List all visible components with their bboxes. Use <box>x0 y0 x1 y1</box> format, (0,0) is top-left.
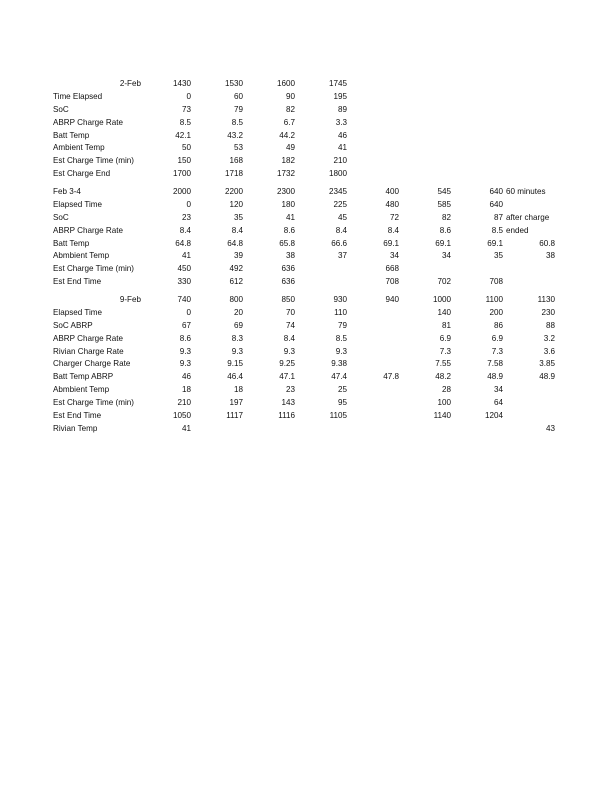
cell-value: 49 <box>285 143 295 153</box>
cell-value: 90 <box>285 91 295 101</box>
section-date-label: 2-Feb <box>119 79 141 88</box>
table-row <box>0 397 612 410</box>
header-value: 640 <box>489 187 503 196</box>
cell-value: 8.5 <box>491 225 503 235</box>
row-label: Batt Temp <box>53 130 90 140</box>
cell-value: 100 <box>437 398 451 408</box>
cell-value: 1204 <box>484 411 503 421</box>
row-label: ABRP Charge Rate <box>53 225 124 235</box>
row-label: Est End Time <box>53 277 102 287</box>
header-value: 1100 <box>485 295 503 304</box>
cell-value: 9.3 <box>283 346 295 356</box>
row-label: Abmbient Temp <box>53 385 110 395</box>
cell-value: 60.8 <box>539 238 555 248</box>
cell-value: 8.6 <box>179 333 191 343</box>
cell-value: 210 <box>333 156 347 166</box>
header-value: 2345 <box>328 187 347 196</box>
header-value: 850 <box>281 295 295 304</box>
table-row <box>0 199 612 212</box>
cell-value: 48.9 <box>487 372 503 382</box>
row-label: Est Charge Time (min) <box>53 264 134 274</box>
cell-value: 48.9 <box>539 372 555 382</box>
row-label: Batt Temp ABRP <box>53 372 114 382</box>
cell-value: 182 <box>281 156 295 166</box>
row-label: Rivian Charge Rate <box>53 346 124 356</box>
header-value: 1430 <box>172 79 191 88</box>
table-row <box>0 423 612 436</box>
cell-value: 230 <box>541 307 555 317</box>
row-label: SoC <box>53 104 69 114</box>
cell-value: 74 <box>285 320 295 330</box>
cell-value: 64 <box>493 398 503 408</box>
cell-value: 53 <box>233 143 243 153</box>
cell-value: 585 <box>437 199 451 209</box>
cell-value: 73 <box>181 104 191 114</box>
cell-value: 210 <box>177 398 191 408</box>
cell-value: 67 <box>181 320 191 330</box>
cell-value: 88 <box>545 320 555 330</box>
cell-value: 20 <box>233 307 243 317</box>
cell-value: 9.25 <box>279 359 295 369</box>
cell-value: 47.1 <box>279 372 295 382</box>
cell-value: 45 <box>337 212 347 222</box>
cell-note: 60 minutes <box>506 187 546 196</box>
row-label: Est Charge End <box>53 169 111 179</box>
table-row <box>0 104 612 117</box>
cell-value: 200 <box>489 307 503 317</box>
table-row <box>0 320 612 333</box>
cell-value: 82 <box>441 212 451 222</box>
cell-value: 47.8 <box>383 372 399 382</box>
header-value: 1530 <box>224 79 243 88</box>
cell-value: 7.58 <box>487 359 503 369</box>
cell-value: 110 <box>334 307 347 317</box>
cell-value: 34 <box>389 251 399 261</box>
cell-value: 42.1 <box>175 130 191 140</box>
row-label: Est Charge Time (min) <box>53 156 134 166</box>
header-value: 1000 <box>432 295 451 304</box>
cell-value: 8.6 <box>439 225 451 235</box>
cell-value: 64.8 <box>227 238 243 248</box>
cell-value: 25 <box>337 385 347 395</box>
cell-value: 44.2 <box>279 130 295 140</box>
cell-note: ended <box>506 225 529 235</box>
cell-value: 69.1 <box>487 238 503 248</box>
cell-value: 89 <box>337 104 347 114</box>
cell-value: 1732 <box>276 169 295 179</box>
table-row <box>0 91 612 104</box>
cell-note: after charge <box>506 212 550 222</box>
cell-value: 1105 <box>329 411 347 421</box>
cell-value: 8.5 <box>231 117 243 127</box>
cell-value: 636 <box>281 264 295 274</box>
cell-value: 95 <box>337 398 347 408</box>
cell-value: 8.4 <box>231 225 243 235</box>
cell-value: 8.3 <box>231 333 243 343</box>
row-label: Elapsed Time <box>53 199 103 209</box>
table-row <box>0 212 612 225</box>
cell-value: 6.9 <box>439 333 451 343</box>
table-row <box>0 130 612 143</box>
cell-value: 8.5 <box>179 117 191 127</box>
cell-value: 3.3 <box>335 117 347 127</box>
table-row <box>0 225 612 238</box>
cell-value: 6.7 <box>283 117 295 127</box>
table-row <box>0 410 612 423</box>
cell-value: 1116 <box>278 411 295 421</box>
cell-value: 0 <box>186 91 191 101</box>
header-value: 2200 <box>224 187 243 196</box>
cell-value: 69.1 <box>383 238 399 248</box>
cell-value: 81 <box>441 320 451 330</box>
cell-value: 3.6 <box>543 346 555 356</box>
header-row <box>0 294 612 307</box>
header-value: 2300 <box>276 187 295 196</box>
row-label: Ambient Temp <box>53 143 105 153</box>
cell-value: 18 <box>181 385 191 395</box>
cell-value: 3.2 <box>543 333 555 343</box>
cell-value: 150 <box>177 156 191 166</box>
row-label: Est Charge Time (min) <box>53 398 134 408</box>
cell-value: 3.85 <box>539 359 555 369</box>
cell-value: 41 <box>337 143 347 153</box>
cell-value: 1140 <box>433 411 451 421</box>
row-label: SoC ABRP <box>53 320 93 330</box>
cell-value: 34 <box>441 251 451 261</box>
cell-value: 1718 <box>224 169 243 179</box>
row-label: Abmbient Temp <box>53 251 110 261</box>
cell-value: 8.5 <box>335 333 347 343</box>
cell-value: 43.2 <box>227 130 243 140</box>
row-label: Est End Time <box>53 411 102 421</box>
cell-value: 180 <box>281 199 295 209</box>
cell-value: 612 <box>229 277 243 287</box>
cell-value: 168 <box>229 156 243 166</box>
cell-value: 43 <box>545 423 555 433</box>
cell-value: 23 <box>285 385 295 395</box>
cell-value: 9.3 <box>179 346 191 356</box>
row-label: Rivian Temp <box>53 423 98 433</box>
section-date-label: 9-Feb <box>119 295 141 304</box>
cell-value: 195 <box>333 91 347 101</box>
cell-value: 9.3 <box>179 359 191 369</box>
cell-value: 41 <box>285 212 295 222</box>
table-row <box>0 307 612 320</box>
header-value: 930 <box>333 295 347 304</box>
row-label: Charger Charge Rate <box>53 359 131 369</box>
cell-value: 8.4 <box>387 225 399 235</box>
cell-value: 636 <box>281 277 295 287</box>
header-row <box>0 78 612 91</box>
row-label: Batt Temp <box>53 238 90 248</box>
cell-value: 37 <box>337 251 347 261</box>
header-value: 740 <box>177 295 191 304</box>
table-row <box>0 117 612 130</box>
header-value: 1130 <box>537 295 555 304</box>
cell-value: 64.8 <box>175 238 191 248</box>
header-value: 545 <box>437 187 451 196</box>
table-row <box>0 263 612 276</box>
cell-value: 38 <box>285 251 295 261</box>
table-row <box>0 358 612 371</box>
cell-value: 41 <box>181 251 191 261</box>
cell-value: 82 <box>285 104 295 114</box>
table-row <box>0 346 612 359</box>
cell-value: 708 <box>489 277 503 287</box>
cell-value: 1800 <box>328 169 347 179</box>
cell-value: 47.4 <box>331 372 347 382</box>
cell-value: 8.6 <box>283 225 295 235</box>
row-label: Time Elapsed <box>53 91 103 101</box>
cell-value: 9.15 <box>227 359 243 369</box>
header-value: 2000 <box>172 187 191 196</box>
header-value: 400 <box>385 187 399 196</box>
table-row <box>0 371 612 384</box>
cell-value: 23 <box>181 212 191 222</box>
cell-value: 18 <box>233 385 243 395</box>
cell-value: 1117 <box>226 411 243 421</box>
cell-value: 50 <box>181 143 191 153</box>
header-row <box>0 186 612 199</box>
cell-value: 69.1 <box>435 238 451 248</box>
header-value: 800 <box>229 295 243 304</box>
cell-value: 480 <box>385 199 399 209</box>
cell-value: 9.3 <box>231 346 243 356</box>
cell-value: 9.38 <box>331 359 347 369</box>
cell-value: 9.3 <box>335 346 347 356</box>
section-feb-9 <box>0 294 612 436</box>
cell-value: 140 <box>437 307 451 317</box>
table-row <box>0 384 612 397</box>
cell-value: 668 <box>385 264 399 274</box>
cell-value: 60 <box>233 91 243 101</box>
table-row <box>0 168 612 181</box>
cell-value: 450 <box>177 264 191 274</box>
cell-value: 640 <box>489 199 503 209</box>
table-row <box>0 238 612 251</box>
table-row <box>0 333 612 346</box>
cell-value: 69 <box>233 320 243 330</box>
table-row <box>0 142 612 155</box>
row-label: ABRP Charge Rate <box>53 117 124 127</box>
section-feb-2 <box>0 78 612 181</box>
cell-value: 6.9 <box>491 333 503 343</box>
cell-value: 8.4 <box>335 225 347 235</box>
cell-value: 492 <box>229 264 243 274</box>
cell-value: 41 <box>181 423 191 433</box>
cell-value: 1050 <box>172 411 191 421</box>
cell-value: 38 <box>545 251 555 261</box>
cell-value: 86 <box>493 320 503 330</box>
cell-value: 0 <box>186 307 191 317</box>
cell-value: 87 <box>493 212 503 222</box>
cell-value: 46 <box>181 372 191 382</box>
section-date-label: Feb 3-4 <box>53 187 81 196</box>
cell-value: 708 <box>385 277 399 287</box>
header-value: 1745 <box>328 79 347 88</box>
table-row <box>0 155 612 168</box>
header-value: 1600 <box>276 79 295 88</box>
cell-value: 143 <box>281 398 295 408</box>
cell-value: 72 <box>389 212 399 222</box>
cell-value: 35 <box>493 251 503 261</box>
section-feb-3-4 <box>0 186 612 289</box>
cell-value: 79 <box>337 320 347 330</box>
cell-value: 70 <box>285 307 295 317</box>
cell-value: 120 <box>229 199 243 209</box>
cell-value: 7.3 <box>491 346 503 356</box>
cell-value: 225 <box>333 199 347 209</box>
row-label: Elapsed Time <box>53 307 103 317</box>
cell-value: 39 <box>233 251 243 261</box>
cell-value: 7.55 <box>435 359 451 369</box>
row-label: ABRP Charge Rate <box>53 333 124 343</box>
cell-value: 66.6 <box>331 238 347 248</box>
cell-value: 35 <box>233 212 243 222</box>
cell-value: 8.4 <box>179 225 191 235</box>
cell-value: 28 <box>441 385 451 395</box>
cell-value: 197 <box>229 398 243 408</box>
row-label: SoC <box>53 212 69 222</box>
cell-value: 65.8 <box>279 238 295 248</box>
table-row <box>0 250 612 263</box>
header-value: 940 <box>385 295 399 304</box>
cell-value: 7.3 <box>439 346 451 356</box>
cell-value: 48.2 <box>435 372 451 382</box>
cell-value: 79 <box>233 104 243 114</box>
cell-value: 46 <box>337 130 347 140</box>
cell-value: 330 <box>177 277 191 287</box>
cell-value: 46.4 <box>227 372 243 382</box>
cell-value: 1700 <box>172 169 191 179</box>
cell-value: 8.4 <box>283 333 295 343</box>
table-row <box>0 276 612 289</box>
cell-value: 34 <box>493 385 503 395</box>
cell-value: 0 <box>186 199 191 209</box>
cell-value: 702 <box>437 277 451 287</box>
